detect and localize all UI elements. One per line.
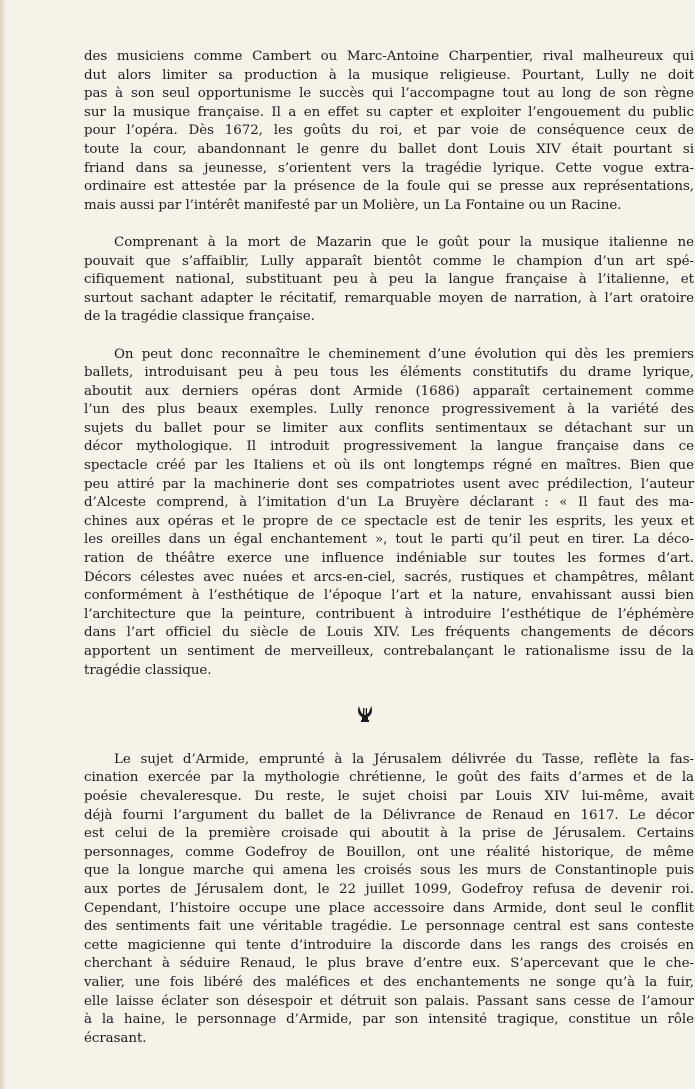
text-line: que la longue marche qui amena les croisés sous les murs de Constantinople puis bbox=[84, 863, 694, 879]
text-line: friand dans sa jeunesse, s’orientent vers la tragédie lyrique. Cette vogue extra- bbox=[84, 160, 694, 176]
text-line: valier, une fois libéré des maléfices et des enchantements ne songe qu’à la fuir, bbox=[84, 974, 694, 990]
text-line: les oreilles dans un égal enchantement », tout le parti qu’il peut en tirer. La déco- bbox=[84, 532, 694, 548]
page-edge bbox=[0, 0, 6, 1089]
text-line: à la haine, le personnage d’Armide, par son intensité tragique, constitue un rôle bbox=[84, 1012, 694, 1028]
text-line: déjà fourni l’argument du ballet de la Délivrance de Renaud en 1617. Le décor bbox=[84, 807, 694, 823]
text-line: On peut donc reconnaître le cheminement d’une évolution qui dès les premiers bbox=[114, 346, 694, 362]
text-line: Décors célestes avec nuées et arcs-en-ciel, sacrés, rustiques et champêtres, mêlant bbox=[84, 569, 694, 585]
text-line: pas à son seul opportunisme le succès qui l’accompagne tout au long de son règne bbox=[84, 86, 694, 102]
paragraph-2 bbox=[84, 234, 694, 327]
text-line: l’un des plus beaux exemples. Lully renonce progressivement à la variété des bbox=[84, 402, 694, 418]
text-line: surtout sachant adapter le récitatif, remarquable moyen de narration, à l’art oratoire bbox=[84, 290, 694, 306]
text-line: d’Alceste comprend, à l’imitation d’un La Bruyère déclarant : « Il faut des ma- bbox=[84, 495, 694, 511]
text-line: est celui de la première croisade qui aboutit à la prise de Jérusalem. Certains bbox=[84, 826, 694, 842]
text-line: sur la musique française. Il a en effet su capter et exploiter l’engouement du public bbox=[84, 104, 694, 120]
text-line: cherchant à séduire Renaud, le plus brave d’entre eux. S’apercevant que le che- bbox=[84, 956, 694, 972]
text-line: mais aussi par l’intérêt manifesté par un Molière, un La Fontaine ou un Racine. bbox=[84, 197, 622, 213]
text-line: poésie chevaleresque. Du reste, le sujet choisi par Louis XIV lui-même, avait bbox=[84, 788, 694, 804]
text-line: toute la cour, abandonnant le genre du ballet dont Louis XIV était pourtant si bbox=[84, 141, 694, 157]
text-line: conformément à l’esthétique de l’époque l’art et la nature, envahissant aussi bien bbox=[84, 588, 694, 604]
text-line: pour l’opéra. Dès 1672, les goûts du roi, et par voie de conséquence ceux de bbox=[84, 123, 694, 139]
text-line: chines aux opéras et le propre de ce spectacle est de tenir les esprits, les yeux et bbox=[84, 513, 694, 529]
text-line: dans l’art officiel du siècle de Louis XIV. Les fréquents changements de décors bbox=[84, 625, 694, 641]
body-text bbox=[84, 48, 694, 1067]
text-line: cette magicienne qui tente d’introduire la discorde dans les rangs des croisés en bbox=[84, 937, 694, 953]
text-line: peu attiré par la machinerie dont ses compatriotes usent avec prédilection, l’auteur bbox=[84, 476, 694, 492]
text-line: aboutit aux derniers opéras dont Armide (1686) apparaît certainement comme bbox=[84, 383, 694, 399]
text-line: pouvait que s’affaiblir, Lully apparaît bientôt comme le champion d’un art spé- bbox=[84, 253, 694, 269]
text-line: elle laisse éclater son désespoir et détruit son palais. Passant sans cesse de l’amour bbox=[84, 993, 694, 1009]
text-line: ration de théâtre exerce une influence indéniable sur toutes les formes d’art. bbox=[84, 551, 694, 567]
paragraph-1 bbox=[84, 48, 694, 215]
text-line: de la tragédie classique française. bbox=[84, 309, 315, 325]
text-line: l’architecture que la peinture, contribuent à introduire l’esthétique de l’éphémère bbox=[84, 606, 694, 622]
text-line: Le sujet d’Armide, emprunté à la Jérusalem délivrée du Tasse, reflète la fas- bbox=[114, 751, 694, 767]
text-line: écrasant. bbox=[84, 1030, 147, 1046]
text-line: des sentiments fait une véritable tragédie. Le personnage central est sans conteste bbox=[84, 919, 694, 935]
text-line: tragédie classique. bbox=[84, 662, 212, 678]
text-line: aux portes de Jérusalem dont, le 22 juillet 1099, Godefroy refusa de devenir roi. bbox=[84, 881, 694, 897]
text-line: ballets, introduisant peu à peu tous les éléments constitutifs du drame lyrique, bbox=[84, 365, 694, 381]
text-line: des musiciens comme Cambert ou Marc-Antoine Charpentier, rival malheureux qui bbox=[84, 49, 694, 64]
text-line: cifiquement national, substituant peu à peu la langue française à l’italienne, et bbox=[84, 272, 694, 288]
text-line: sujets du ballet pour se limiter aux conflits sentimentaux se détachant sur un bbox=[84, 420, 694, 436]
text-line: décor mythologique. Il introduit progressivement la langue française dans ce bbox=[84, 439, 694, 455]
text-line: apportent un sentiment de merveilleux, contrebalançant le rationalisme issu de la bbox=[84, 644, 694, 659]
lyre-ornament-icon bbox=[354, 703, 376, 725]
text-line: personnages, comme Godefroy de Bouillon, ont une réalité historique, de même bbox=[84, 844, 694, 860]
paragraph-3 bbox=[84, 346, 694, 681]
text-line: dut alors limiter sa production à la musique religieuse. Pourtant, Lully ne doit bbox=[84, 67, 694, 83]
section-divider bbox=[84, 695, 694, 731]
text-line: cination exercée par la mythologie chrétienne, le goût des faits d’armes et de la bbox=[84, 770, 694, 786]
paragraph-4 bbox=[84, 751, 694, 1049]
text-line: ordinaire est attestée par la présence de la foule qui se presse aux représentations, bbox=[84, 179, 694, 195]
text-line: Comprenant à la mort de Mazarin que le goût pour la musique italienne ne bbox=[114, 234, 694, 250]
text-line: spectacle créé par les Italiens et où ils ont longtemps régné en maîtres. Bien que bbox=[84, 458, 694, 474]
text-line: Cependant, l’histoire occupe une place accessoire dans Armide, dont seul le conflit bbox=[84, 900, 694, 916]
